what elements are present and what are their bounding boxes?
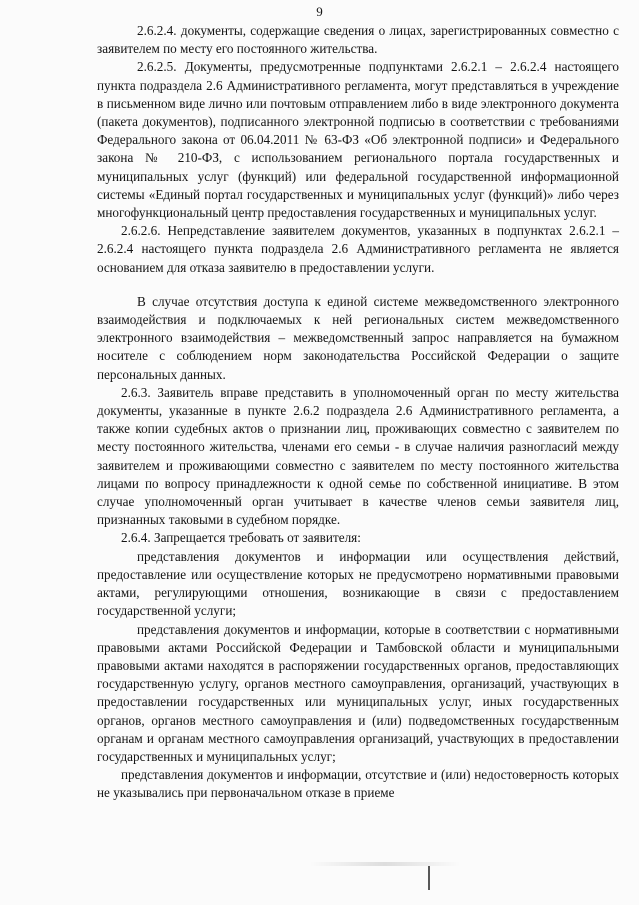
paragraph-prohibition-1: представления документов и информации или осуществления действий, предоставление или осуществление которых не предусмотрено нормативными правовыми актами, регулирующими отношения, возникающие в связи с предоставлением государственной услуги; xyxy=(97,548,619,619)
paragraph-2-6-2-5: 2.6.2.5. Документы, предусмотренные подпунктами 2.6.2.1 – 2.6.2.4 настоящего пункта подраздела 2.6 Административного регламента, могут представляться в учреждение в письменном виде лично или почтовым отправлением либо в виде электронного документа (пакета документов), подписанного электронной подписью в соответствии с требованиями Федерального закона от 06.04.2011 № 63-ФЗ «Об электронной подписи» и Федерального закона № 210-ФЗ, с использованием регионального портала государственных и муниципальных услуг (функций) или федеральной государственной информационной системы «Единый портал государственных и муниципальных услуг (функций)» либо через многофункциональный центр предоставления государственных и муниципальных услуг. xyxy=(97,59,619,221)
document-body xyxy=(97,22,619,803)
paragraph-prohibition-3: представления документов и информации, отсутствие и (или) недостоверность которых не указывались при первоначальном отказе в приеме xyxy=(97,767,619,801)
paragraph-interagency-request: В случае отсутствия доступа к единой системе межведомственного электронного взаимодействия и подключаемых к ней региональных систем межведомственного электронного взаимодействия – межведомственный запрос направляется на бумажном носителе с соблюдением норм законодательства Российской Федерации о защите персональных данных. xyxy=(97,293,619,382)
paragraph-prohibition-2: представления документов и информации, которые в соответствии с нормативными правовыми актами Российской Федерации и Тамбовской области и муниципальными правовыми актами находятся в распоряжении государственных органов, предоставляющих государственную услугу, органов местного самоуправления, организаций, участвующих в предоставлении государственных или муниципальных услуг, иных государственных органов, органов местного самоуправления и (или) подведомственных государственным органам и органам местного самоуправления организаций, участвующих в предоставлении государственных и муниципальных услуг; xyxy=(97,621,619,764)
paragraph-2-6-2-4: 2.6.2.4. документы, содержащие сведения о лицах, зарегистрированных совместно с заявителем по месту его постоянного жительства. xyxy=(97,23,619,57)
scan-artifact-mark xyxy=(428,866,430,890)
paragraph-2-6-4: 2.6.4. Запрещается требовать от заявителя: xyxy=(121,530,361,546)
paragraph-2-6-3: 2.6.3. Заявитель вправе представить в уполномоченный орган по месту жительства документы, указанные в пункте 2.6.2 подраздела 2.6 Административного регламента, а также копии судебных актов о признании лиц, проживающих совместно с заявителем по месту постоянного жительства, членами его семьи - в случае наличия разногласий между заявителем и проживающими совместно с заявителем по месту постоянного жительства лицами по вопросу принадлежности к одной семье по собственной инициативе. В этом случае уполномоченный орган учитывает в качестве членов семьи заявителя лиц, признанных таковыми в судебном порядке. xyxy=(97,384,619,528)
scan-smudge xyxy=(310,862,460,866)
paragraph-2-6-2-6: 2.6.2.6. Непредставление заявителем документов, указанных в подпунктах 2.6.2.1 – 2.6.2.4 настоящего пункта подраздела 2.6 Административного регламента не является основанием для отказа заявителю в предоставлении услуги. xyxy=(97,223,619,275)
page-number: 9 xyxy=(316,4,323,19)
